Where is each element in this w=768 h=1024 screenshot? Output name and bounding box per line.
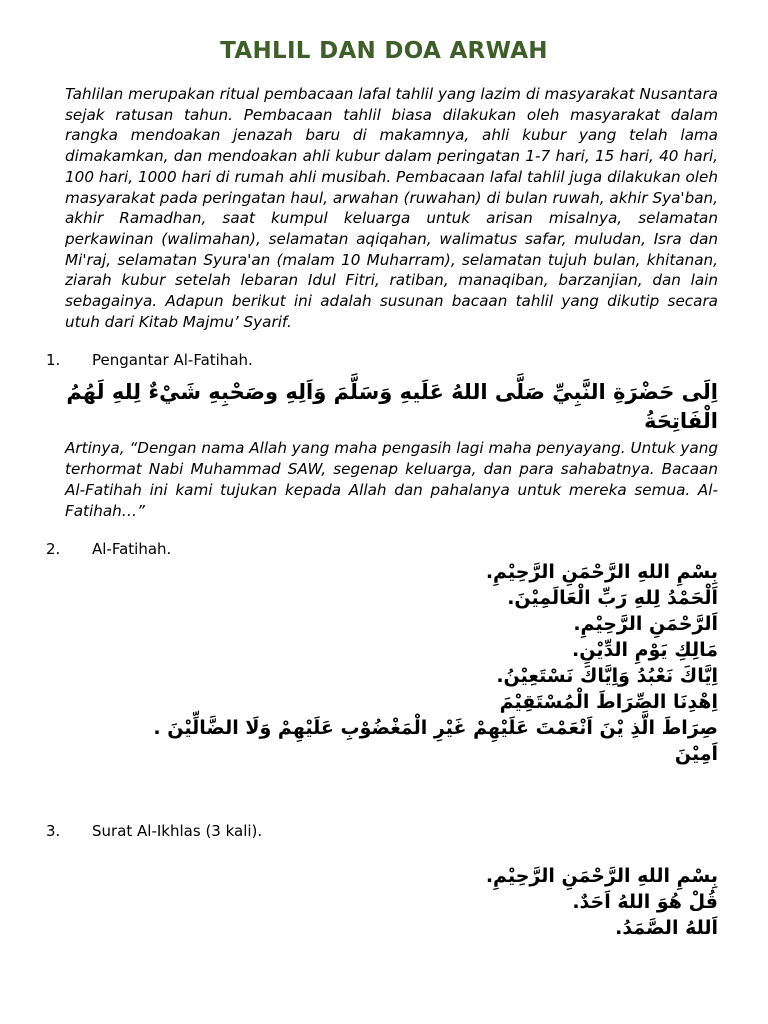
section-heading (46, 539, 718, 559)
arabic-text: اِلَى حَضْرَةِ النَّبِيِّ صَلَّى اللهُ عَلَيهِ وَسَلَّمَ وَاَلِهِ وصَحْبِهِ شَيْءٌ لِلهِ لَهُمُ الْفَاتِحَةُ (66, 380, 718, 434)
section-al-fatihah (46, 539, 718, 767)
section-number: 1. (46, 351, 61, 370)
verse: اَمِيْنَ (674, 743, 718, 766)
verse: اِيَّاكَ نَعْبُدُ وَاِيَّاكَ نَسْتَعِيْنُ. (496, 665, 718, 688)
section-title: Pengantar Al-Fatihah. (92, 351, 253, 370)
spacer (46, 841, 718, 863)
section-number: 3. (46, 822, 61, 841)
verse: اَللهُ الصَّمَدُ. (615, 917, 718, 940)
verse: قُلْ هُوَ اللهُ اَحَدٌ. (572, 891, 718, 914)
section-heading (46, 350, 718, 370)
intro-paragraph: Tahlilan merupakan ritual pembacaan lafal tahlil yang lazim di masyarakat Nusantara sejak ratusan tahun. Pembacaan tahlil biasa dilakukan oleh masyarakat dalam rangka mendoakan jenazah baru di makamnya, ahli kubur yang telah lama dimakamkan, dan mendoakan ahli kubur dalam peringatan 1-7 hari, 15 hari, 40 hari, 100 hari, 1000 hari di rumah ahli musibah. Pembacaan lafal tahlil juga dilakukan oleh masyarakat pada peringatan haul, arwahan (ruwahan) di bulan ruwah, akhir Sya'ban, akhir Ramadhan, saat kumpul keluarga untuk arisan misalnya, selamatan perkawinan (walimahan), selamatan aqiqahan, walimatus safar, muludan, Isra dan Mi'raj, selamatan Syura'an (malam 10 Muharram), selamatan tujuh bulan, khitanan, ziarah kubur setelah lebaran Idul Fitri, ratiban, manaqiban, barzanjian, dan lain sebagainya. Adapun berikut ini adalah susunan bacaan tahlil yang dikutip secara utuh dari Kitab Majmu’ Syarif. (65, 85, 718, 331)
verse: صِرَاطَ الَّذِ يْنَ اَنْعَمْتَ عَلَيْهِمْ غَيْرِ الْمَغْضُوْبِ عَلَيْهِمْ وَلَا الضَّالِّيْنَ . (153, 717, 718, 740)
spacer (46, 767, 718, 821)
verse: اِهْدِنَا الصِّرَاطَ الْمُسْتَقِيْمَ (499, 691, 718, 714)
translation-paragraph: Artinya, “Dengan nama Allah yang maha pengasih lagi maha penyayang. Untuk yang terhormat Nabi Muhammad SAW, segenap keluarga, dan para sahabatnya. Bacaan Al-Fatihah ini kami tujukan kepada Allah dan pahalanya untuk mereka semua. Al-Fatihah…” (65, 439, 718, 520)
verse-list (65, 863, 718, 941)
section-number: 2. (46, 540, 61, 559)
section-pengantar (46, 350, 718, 521)
document-title: TAHLIL DAN DOA ARWAH (220, 38, 548, 64)
verse: مَالِكِ يَوْمِ الدِّيْنِ. (572, 639, 718, 662)
section-title: Al-Fatihah. (92, 540, 172, 559)
section-title: Surat Al-Ikhlas (3 kali). (92, 822, 263, 841)
verse: بِسْمِ اللهِ الرَّحْمَنِ الرَّحِيْمِ. (485, 865, 718, 888)
section-al-ikhlas (46, 821, 718, 941)
verse: اَلرَّحْمَنِ الرَّحِيْمِ. (573, 613, 718, 636)
section-heading (46, 821, 718, 841)
verse-list (65, 559, 718, 767)
verse: اَلْحَمْدُ لِلهِ رَبِّ الْعَالَمِيْنَ. (507, 587, 718, 610)
verse: بِسْمِ اللهِ الرَّحْمَنِ الرَّحِيْمِ. (485, 561, 718, 584)
